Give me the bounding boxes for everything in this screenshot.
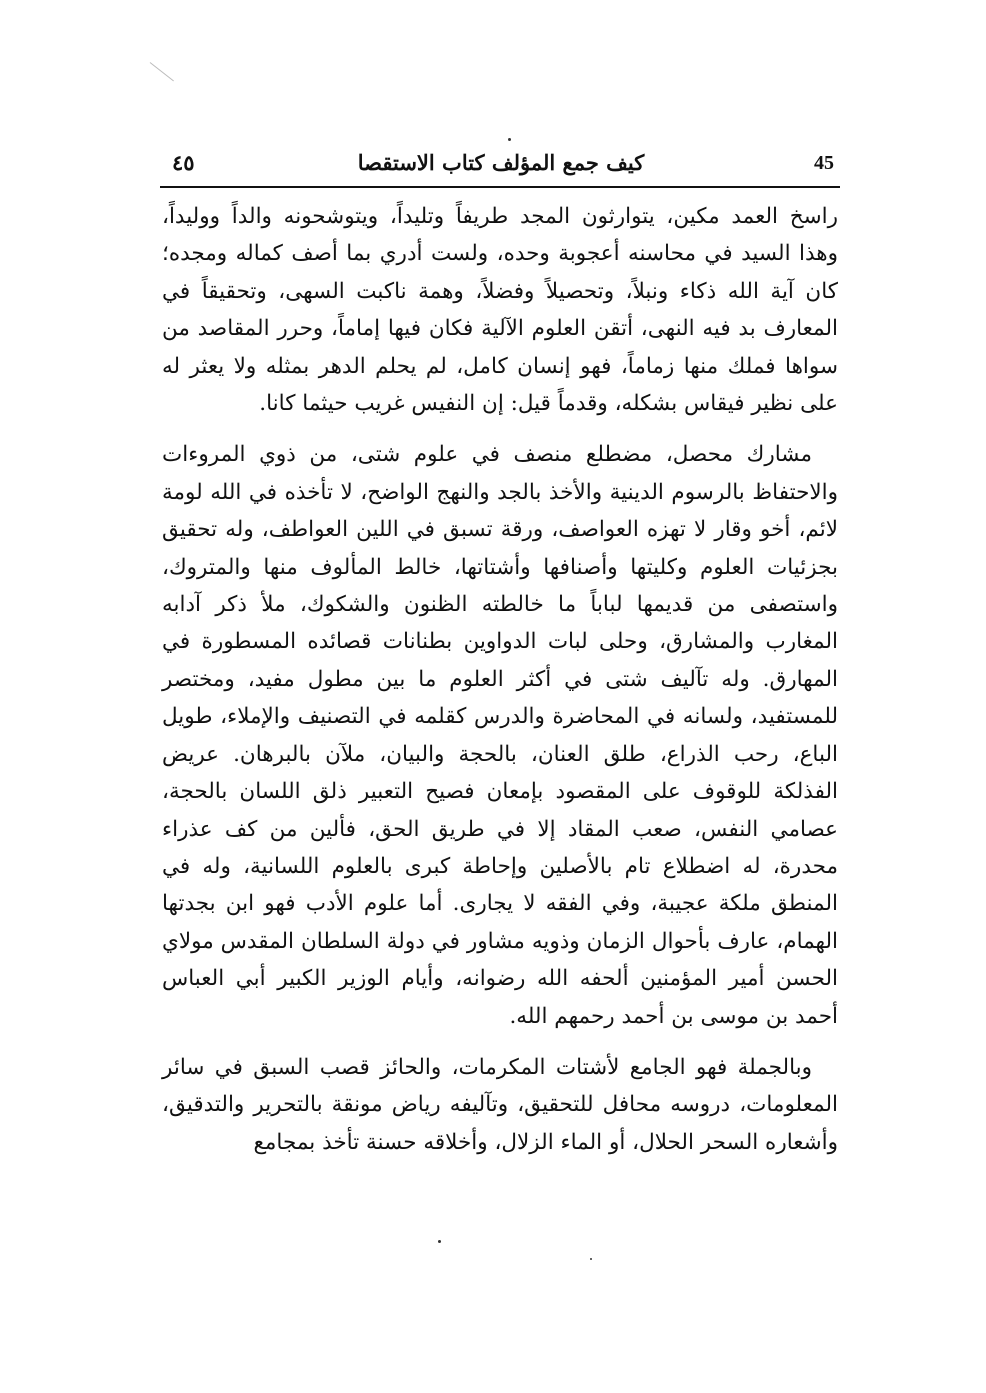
header-rule [160,186,840,188]
page-number-arabic: ٤٥ [172,150,195,175]
scan-artifact [150,62,174,81]
scan-speck [438,1240,441,1243]
page-number-latin: 45 [814,152,834,174]
paragraph-2: مشارك محصل، مضطلع منصف في علوم شتى، من ذوي المروءات والاحتفاظ بالرسوم الدينية والأخذ بالجد والنهج الواضح، لا تأخذه في الله لومة لائم، أخو وقار لا تهزه العواصف، ورقة تسبق في اللين العواطف، وله تحقيق بجزئيات العلوم وكليتها وأصنافها وأشتاتها، خالط المألوف منها والمتروك، واستصفى من قديمها لباباً ما خالطته الظنون والشكوك، ملأ ذكر آدابه المغارب والمشارق، وحلى لبات الدواوين بطنانات قصائده المسطورة في المهارق. وله تآليف شتى في أكثر العلوم ما بين مطول مفيد، ومختصر للمستفيد، ولسانه في المحاضرة والدرس كقلمه في التصنيف والإملاء، طويل الباع، رحب الذراع، طلق العنان، بالحجة والبيان، ملآن بالبرهان. عريض الفذلكة للوقوف على المقصود بإمعان فصيح التعبير ذلق اللسان بالحجة، عصامي النفس، صعب المقاد إلا في طريق الحق، فألين من كف عذراء محدرة، له اضطلاع تام بالأصلين وإحاطة كبرى بالعلوم اللسانية، وله في المنطق ملكة عجيبة، وفي الفقه لا يجارى. أما علوم الأدب فهو ابن بجدتها الهمام، عارف بأحوال الزمان وذويه مشاور في دولة السلطان المقدس مولاي الحسن أمير المؤمنين ألحفه الله رضوانه، وأيام الوزير الكبير أبي العباس أحمد بن موسى بن أحمد رحمهم الله. [162,442,838,1029]
scan-speck [508,138,511,141]
paragraph-3: وبالجملة فهو الجامع لأشتات المكرمات، والحائز قصب السبق في سائر المعلومات، دروسه محافل للتحقيق، وتآليفه رياض مونقة بالتحرير والتدقيق، وأشعاره السحر الحلال، أو الماء الزلال، وأخلاقه حسنة تأخذ بمجامع [162,1054,838,1155]
body-text [162,198,838,1161]
running-title: كيف جمع المؤلف كتاب الاستقصا [357,150,645,175]
paragraph-1: راسخ العمد مكين، يتوارثون المجد طريفاً وتليداً، ويتوشحونه والداً ووليداً، وهذا السيد في محاسنه أعجوبة وحده، ولست أدري بما أصف كماله ومجده؛ كان آية الله ذكاء ونبلاً، وتحصيلاً وفضلاً، وهمة ناكبت السهى، وتحقيقاً في المعارف بد فيه النهى، أتقن العلوم الآلية فكان فيها إماماً، وحرر المقاصد من سواها فملك منها زماماً، فهو إنسان كامل، لم يحلم الدهر بمثله ولا يعثر له على نظير فيقاس بشكله، وقدماً قيل: إن النفيس غريب حيثما كانا. [162,204,838,417]
scan-speck [590,1258,592,1260]
page-header [168,150,834,184]
